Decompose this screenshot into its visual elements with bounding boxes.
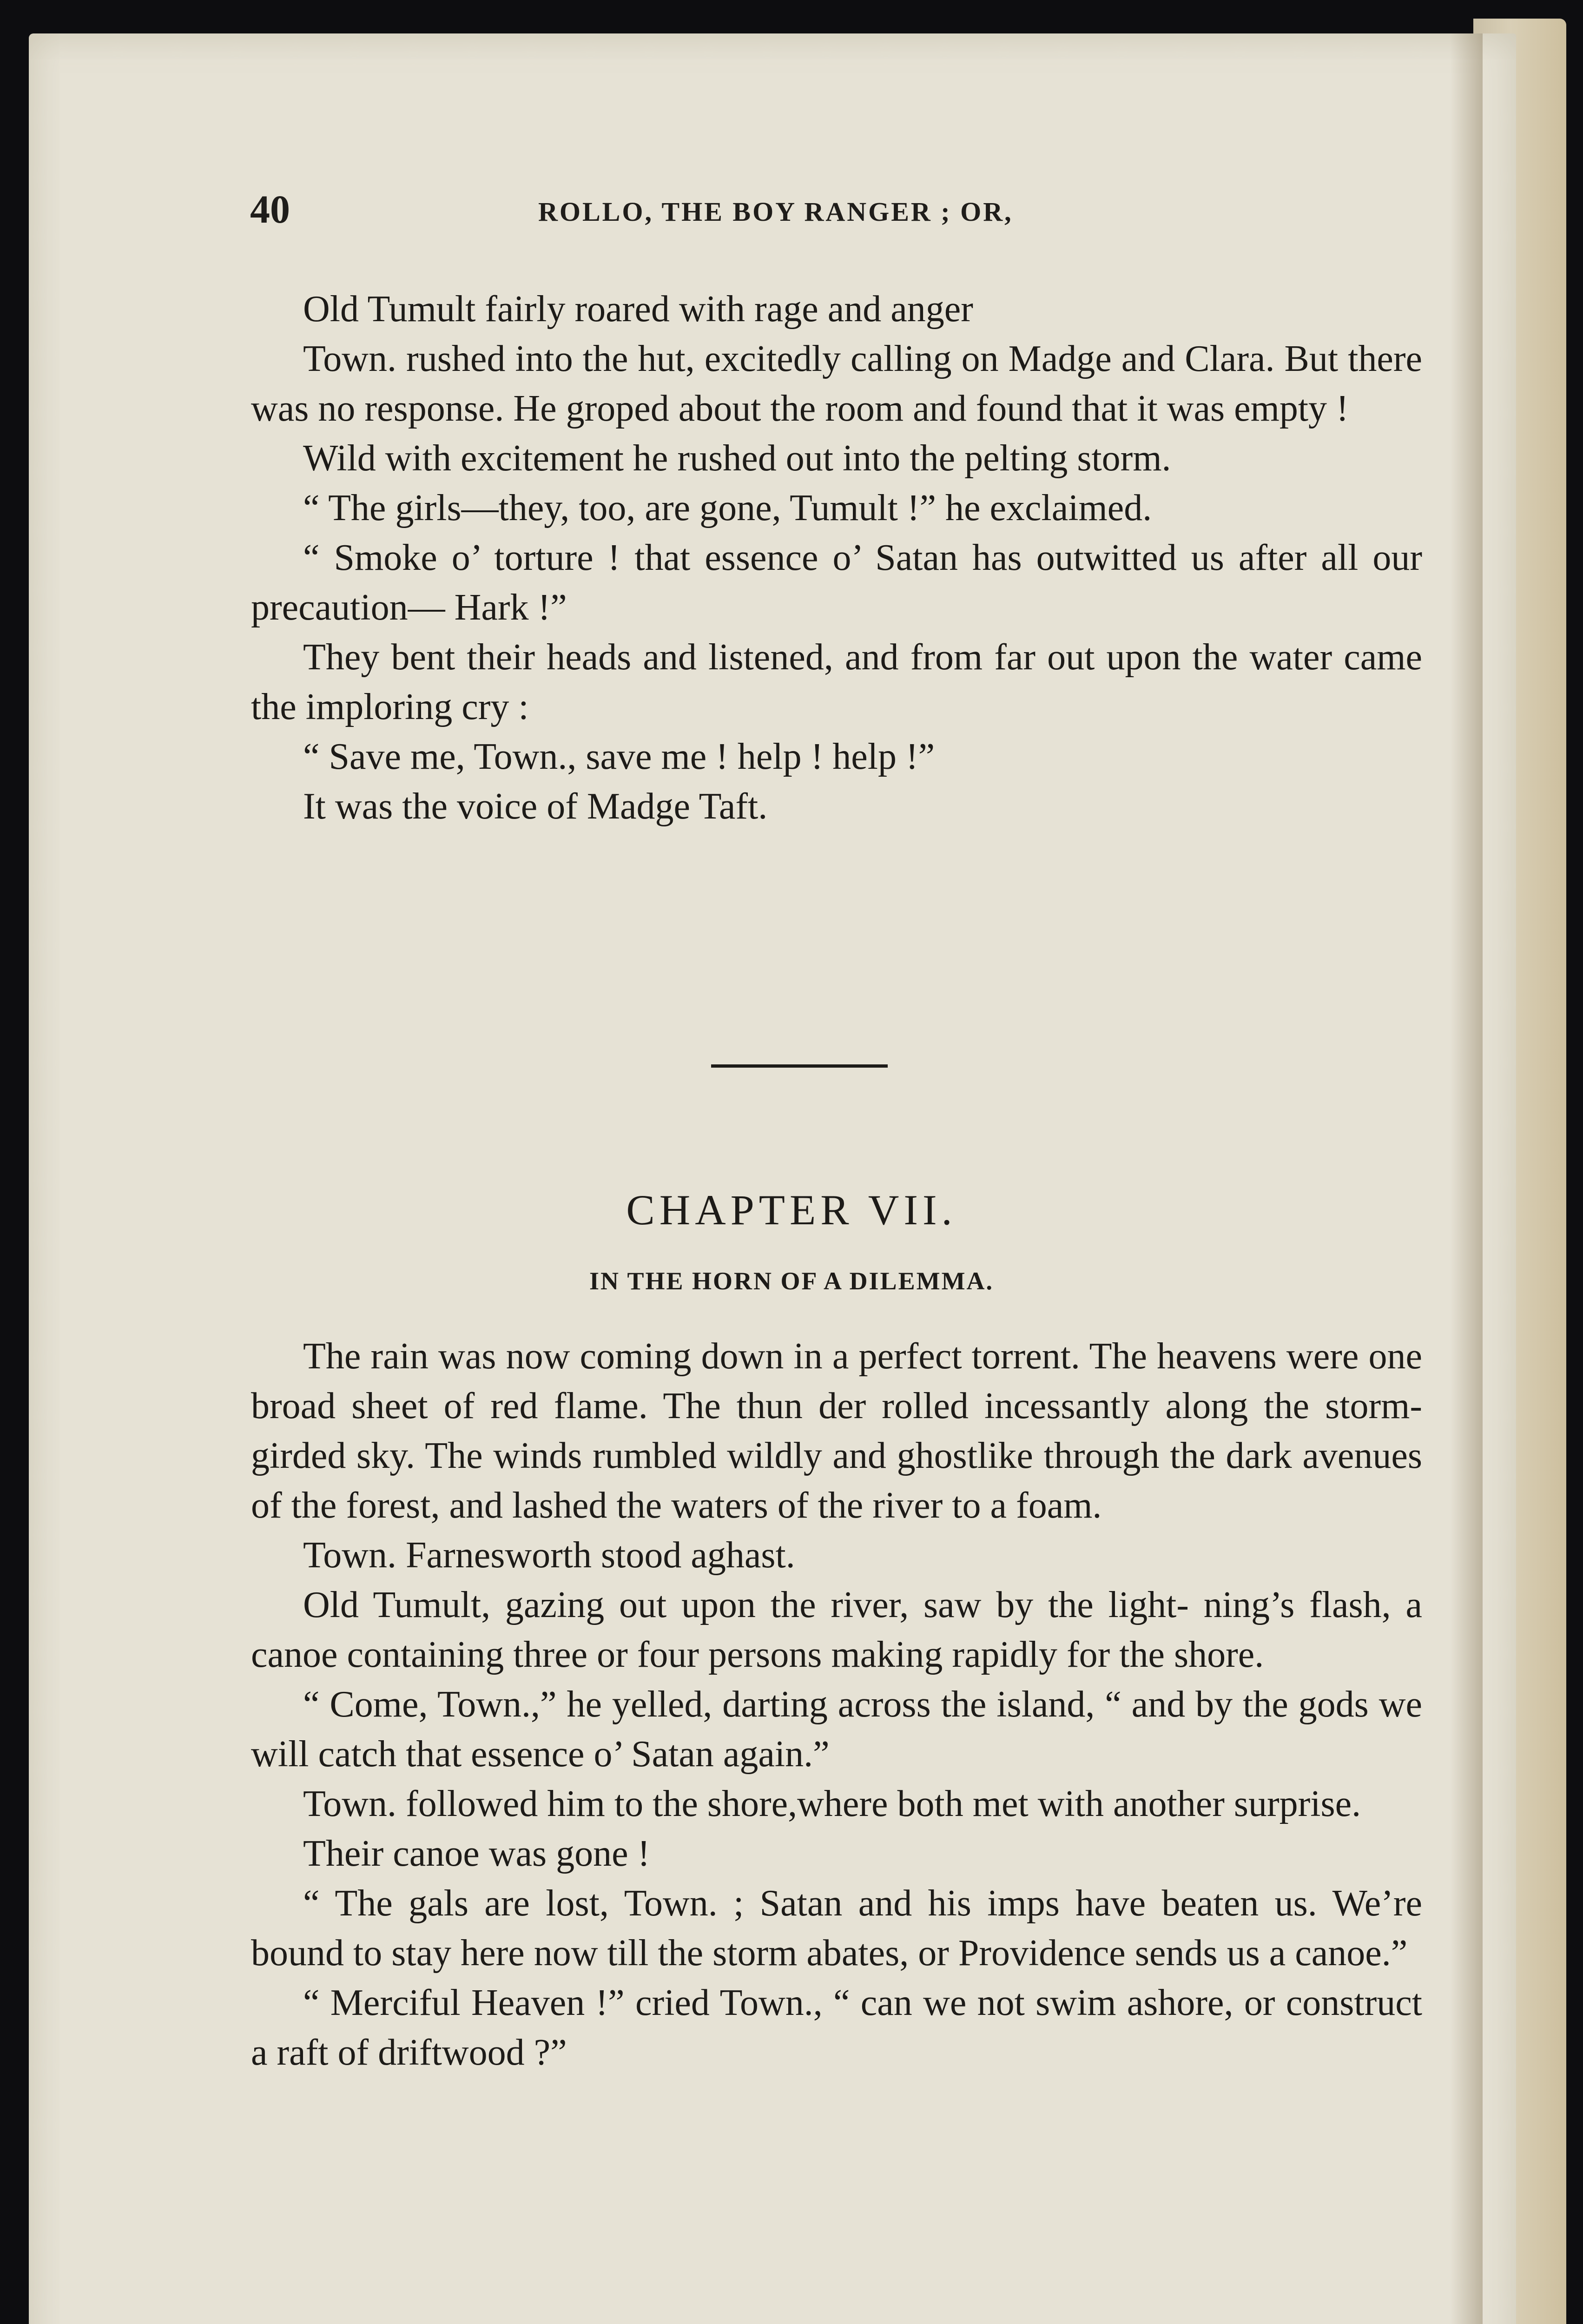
paragraph: Old Tumult, gazing out upon the river, saw by the light- ning’s flash, a canoe containing three or four persons making rapidly for the shore. xyxy=(251,1585,1422,1675)
paragraph: “ The gals are lost, Town. ; Satan and his imps have beaten us. We’re bound to stay here now till the storm abates, or Providence sends us a canoe.” xyxy=(251,1883,1422,1974)
paragraph: It was the voice of Madge Taft. xyxy=(303,786,768,827)
paragraph: Town. Farnesworth stood aghast. xyxy=(303,1535,795,1576)
section-two-text xyxy=(251,1332,1422,2078)
running-head: ROLLO, THE BOY RANGER ; OR, xyxy=(538,197,1013,227)
section-one-text xyxy=(251,284,1422,832)
chapter-title: CHAPTER VII. xyxy=(626,1186,957,1234)
paragraph: “ Merciful Heaven !” cried Town., “ can we not swim ashore, or construct a raft of driftwood ?” xyxy=(251,1982,1422,2073)
page-header xyxy=(250,186,1431,242)
section-divider-rule xyxy=(711,1064,888,1068)
paragraph: “ The girls—they, too, are gone, Tumult !” he exclaimed. xyxy=(303,488,1152,528)
paragraph: Town. followed him to the shore,where both met with another surprise. xyxy=(303,1783,1361,1824)
paragraph: Old Tumult fairly roared with rage and anger xyxy=(303,289,973,330)
paragraph: Their canoe was gone ! xyxy=(303,1833,650,1874)
paragraph: “ Smoke o’ torture ! that essence o’ Satan has outwitted us after all our precaution— Hark !” xyxy=(251,537,1422,628)
paragraph: Town. rushed into the hut, excitedly calling on Madge and Clara. But there was no response. He groped about the room and found that it was empty ! xyxy=(251,338,1422,429)
page-gutter-shadow xyxy=(1450,33,1483,2324)
paragraph: “ Save me, Town., save me ! help ! help !” xyxy=(303,736,935,777)
paragraph: The rain was now coming down in a perfect torrent. The heavens were one broad sheet of red flame. The thun der rolled incessantly along the storm-girded sky. The winds rumbled wildly and ghostlike through the dark avenues of the forest, and lashed the waters of the river to a foam. xyxy=(251,1336,1422,1526)
paragraph: Wild with excitement he rushed out into the pelting storm. xyxy=(303,438,1171,479)
page-number: 40 xyxy=(250,187,290,231)
paragraph: They bent their heads and listened, and from far out upon the water came the imploring cry : xyxy=(251,637,1422,727)
chapter-subtitle: IN THE HORN OF A DILEMMA. xyxy=(589,1267,994,1295)
paragraph: “ Come, Town.,” he yelled, darting across the island, “ and by the gods we will catch that essence o’ Satan again.” xyxy=(251,1684,1422,1775)
